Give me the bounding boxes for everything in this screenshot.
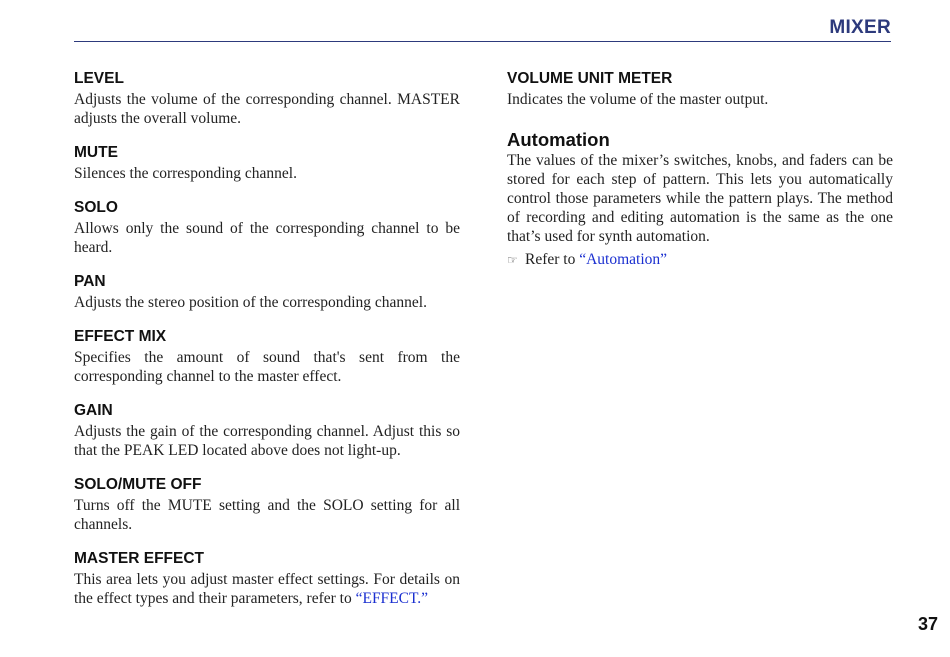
left-column xyxy=(74,68,460,622)
section-body: Adjusts the stereo position of the corresponding channel. xyxy=(74,294,427,311)
section-heading: PAN xyxy=(74,273,106,290)
section-heading: SOLO/MUTE OFF xyxy=(74,476,202,493)
section-body: Silences the corresponding channel. xyxy=(74,165,297,182)
section-gain xyxy=(74,400,460,460)
section-heading: GAIN xyxy=(74,402,113,419)
section-pan xyxy=(74,271,460,312)
page-section-title: MIXER xyxy=(829,17,891,38)
section-body: Specifies the amount of sound that's sent from the corresponding channel to the master effect. xyxy=(74,349,460,385)
section-solo xyxy=(74,197,460,257)
right-column xyxy=(507,68,893,284)
section-volume-unit-meter xyxy=(507,68,893,109)
section-body: Adjusts the gain of the corresponding channel. Adjust this so that the PEAK LED located above does not light-up. xyxy=(74,423,460,459)
refer-text: Refer to xyxy=(525,251,576,268)
section-body: Turns off the MUTE setting and the SOLO setting for all channels. xyxy=(74,497,460,533)
section-level xyxy=(74,68,460,128)
header-divider xyxy=(74,41,891,42)
section-solo-mute-off xyxy=(74,474,460,534)
section-heading: EFFECT MIX xyxy=(74,328,167,345)
automation-heading: Automation xyxy=(507,129,610,150)
section-body: Indicates the volume of the master output. xyxy=(507,91,769,108)
section-mute xyxy=(74,142,460,183)
section-automation xyxy=(507,129,893,270)
automation-body: The values of the mixer’s switches, knobs, and faders can be stored for each step of pattern. This lets you automatically control those parameters while the pattern plays. The method of recording and editing automation is the same as the one that’s used for synth automation. xyxy=(507,152,893,245)
section-body: Allows only the sound of the corresponding channel to be heard. xyxy=(74,220,460,256)
section-heading: LEVEL xyxy=(74,70,124,87)
section-heading: MASTER EFFECT xyxy=(74,550,205,567)
section-heading: SOLO xyxy=(74,199,118,216)
refer-line xyxy=(507,250,893,270)
section-heading: VOLUME UNIT METER xyxy=(507,70,673,87)
automation-link[interactable]: “Automation” xyxy=(579,251,668,268)
section-master-effect xyxy=(74,548,460,608)
pointing-hand-icon: ☞ xyxy=(507,253,518,267)
page-number: 37 xyxy=(917,614,938,634)
section-body: Adjusts the volume of the corresponding channel. MASTER adjusts the overall volume. xyxy=(74,91,460,127)
section-body-text: This area lets you adjust master effect settings. For details on the effect types and their parameters, refer to xyxy=(74,571,460,607)
section-effect-mix xyxy=(74,326,460,386)
section-heading: MUTE xyxy=(74,144,118,161)
effect-link[interactable]: “EFFECT.” xyxy=(355,590,429,607)
section-body xyxy=(74,570,460,608)
